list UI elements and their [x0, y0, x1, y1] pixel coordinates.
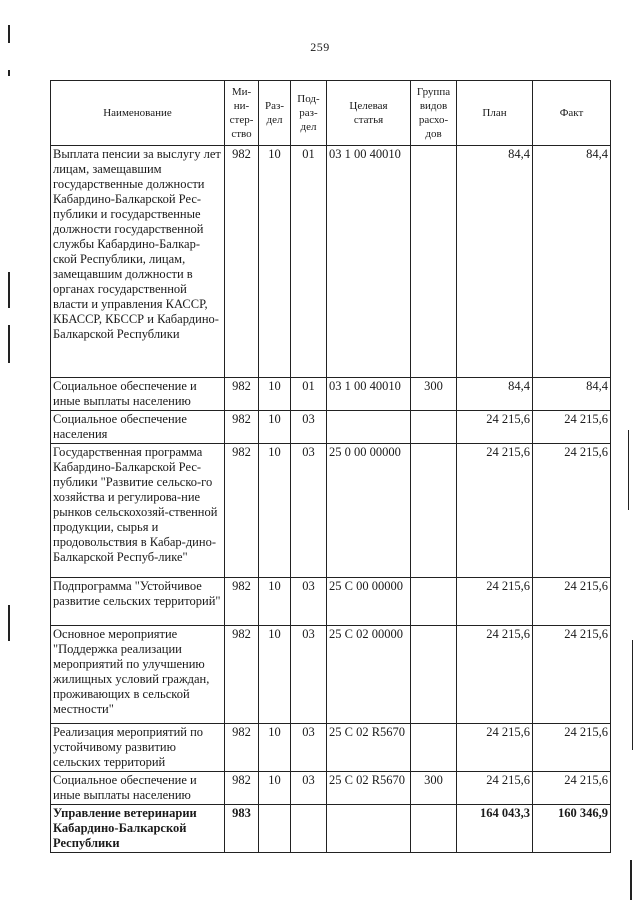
table-row	[51, 578, 611, 626]
row-subsection: 03	[291, 411, 327, 444]
row-name: Управление ветеринарии Кабардино-Балкарской Республики	[51, 805, 225, 853]
row-section	[259, 805, 291, 853]
row-name: Государственная программа Кабардино-Балкарской Рес-публики "Развитие сельско-го хозяйства и регулирова-ние рынков сельскохозяй-ственной продукции, сырья и продовольствия в Кабар-дино-Балкарской Респуб-лике"	[51, 444, 225, 578]
row-section: 10	[259, 411, 291, 444]
table-header-row	[51, 81, 611, 146]
row-name: Социальное обеспечение населения	[51, 411, 225, 444]
row-section: 10	[259, 626, 291, 724]
row-fact: 24 215,6	[533, 626, 611, 724]
row-ministry: 982	[225, 626, 259, 724]
row-target: 03 1 00 40010	[327, 378, 411, 411]
row-plan: 84,4	[457, 146, 533, 378]
row-subsection: 03	[291, 444, 327, 578]
row-name: Основное мероприятие "Поддержка реализации мероприятий по улучшению жилищных условий граждан, проживающих в сельской местности"	[51, 626, 225, 724]
row-group	[411, 444, 457, 578]
scan-mark-left-bottom	[8, 605, 10, 641]
row-group	[411, 146, 457, 378]
row-group: 300	[411, 378, 457, 411]
row-target: 03 1 00 40010	[327, 146, 411, 378]
header-group: Группа видов расхо- дов	[411, 81, 457, 146]
row-target: 25 С 00 00000	[327, 578, 411, 626]
row-group	[411, 805, 457, 853]
header-target: Целевая статья	[327, 81, 411, 146]
row-group	[411, 724, 457, 772]
row-ministry: 983	[225, 805, 259, 853]
row-fact: 24 215,6	[533, 772, 611, 805]
row-subsection: 01	[291, 378, 327, 411]
row-subsection: 03	[291, 578, 327, 626]
budget-table	[50, 80, 611, 853]
row-name: Подпрограмма "Устойчивое развитие сельских территорий"	[51, 578, 225, 626]
row-fact: 84,4	[533, 146, 611, 378]
scan-mark-right-2	[632, 640, 633, 750]
table-row	[51, 378, 611, 411]
row-ministry: 982	[225, 724, 259, 772]
table-body	[51, 146, 611, 853]
row-group: 300	[411, 772, 457, 805]
row-target	[327, 411, 411, 444]
row-target: 25 С 02 00000	[327, 626, 411, 724]
row-target: 25 С 02 R5670	[327, 772, 411, 805]
row-section: 10	[259, 146, 291, 378]
row-plan: 24 215,6	[457, 578, 533, 626]
header-plan: План	[457, 81, 533, 146]
row-section: 10	[259, 724, 291, 772]
header-ministry: Ми- ни- стер- ство	[225, 81, 259, 146]
row-section: 10	[259, 578, 291, 626]
row-name: Выплата пенсии за выслугу лет лицам, замещавшим государственные должности Кабардино-Балкарской Рес-публики и государственные должности государственной службы Кабардино-Балкар-ской Республики, лицам, замещавшим должности в органах государственной власти и управления КАССР, КБАССР, КБССР и Кабардино-Балкарской Республики	[51, 146, 225, 378]
row-target: 25 С 02 R5670	[327, 724, 411, 772]
row-name: Реализация мероприятий по устойчивому развитию сельских территорий	[51, 724, 225, 772]
header-name: Наименование	[51, 81, 225, 146]
row-ministry: 982	[225, 378, 259, 411]
row-group	[411, 578, 457, 626]
scan-mark-left-mid	[8, 272, 10, 308]
row-section: 10	[259, 772, 291, 805]
row-fact: 24 215,6	[533, 411, 611, 444]
row-section: 10	[259, 444, 291, 578]
row-target: 25 0 00 00000	[327, 444, 411, 578]
table-row	[51, 411, 611, 444]
row-group	[411, 411, 457, 444]
row-plan: 24 215,6	[457, 626, 533, 724]
row-plan: 24 215,6	[457, 772, 533, 805]
row-plan: 164 043,3	[457, 805, 533, 853]
row-subsection: 03	[291, 724, 327, 772]
row-ministry: 982	[225, 578, 259, 626]
row-subsection: 01	[291, 146, 327, 378]
row-ministry: 982	[225, 146, 259, 378]
row-section: 10	[259, 378, 291, 411]
table-row	[51, 805, 611, 853]
row-ministry: 982	[225, 444, 259, 578]
page-number: 259	[310, 40, 330, 54]
header-section: Раз- дел	[259, 81, 291, 146]
row-fact: 24 215,6	[533, 724, 611, 772]
row-plan: 24 215,6	[457, 724, 533, 772]
row-subsection	[291, 805, 327, 853]
scan-mark-left-small	[8, 70, 10, 76]
row-fact: 84,4	[533, 378, 611, 411]
row-plan: 24 215,6	[457, 444, 533, 578]
scan-mark-right-1	[628, 430, 629, 510]
table-row	[51, 146, 611, 378]
row-fact: 24 215,6	[533, 578, 611, 626]
row-group	[411, 626, 457, 724]
row-subsection: 03	[291, 626, 327, 724]
row-fact: 160 346,9	[533, 805, 611, 853]
scan-mark-left-mid2	[8, 325, 10, 363]
row-fact: 24 215,6	[533, 444, 611, 578]
row-name: Социальное обеспечение и иные выплаты населению	[51, 772, 225, 805]
row-plan: 24 215,6	[457, 411, 533, 444]
scan-mark-right-3	[630, 860, 632, 900]
table-row	[51, 724, 611, 772]
row-subsection: 03	[291, 772, 327, 805]
row-ministry: 982	[225, 411, 259, 444]
row-name: Социальное обеспечение и иные выплаты населению	[51, 378, 225, 411]
header-subsection: Под- раз- дел	[291, 81, 327, 146]
table-row	[51, 444, 611, 578]
table-row	[51, 626, 611, 724]
row-ministry: 982	[225, 772, 259, 805]
row-plan: 84,4	[457, 378, 533, 411]
row-target	[327, 805, 411, 853]
header-fact: Факт	[533, 81, 611, 146]
table-row	[51, 772, 611, 805]
